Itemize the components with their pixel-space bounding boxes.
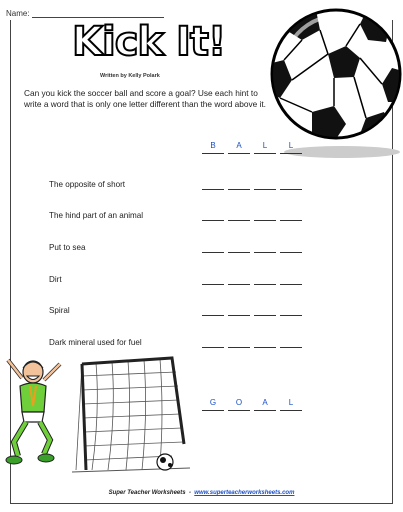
- start-word-row: [202, 141, 302, 151]
- instructions: Can you kick the soccer ball and score a goal? Use each hint to write a word that is only one letter different than the word above it.: [24, 88, 266, 109]
- name-label: Name:: [6, 9, 30, 18]
- end-letter: O: [235, 398, 243, 407]
- start-letter: A: [236, 141, 242, 150]
- clue-text: The hind part of an animal: [49, 211, 144, 220]
- name-field[interactable]: [32, 17, 164, 18]
- end-word-row: [202, 398, 302, 408]
- footer-brand: Super Teacher Worksheets: [108, 490, 186, 496]
- clue-text: Spiral: [49, 306, 70, 315]
- soccer-ball-icon: [262, 2, 403, 162]
- answer-blanks[interactable]: [202, 243, 302, 253]
- end-letter: A: [262, 398, 268, 407]
- clue-text: The opposite of short: [49, 180, 126, 189]
- end-letter: L: [288, 398, 294, 407]
- answer-blanks[interactable]: [202, 211, 302, 221]
- soccer-player-icon: [0, 356, 70, 476]
- start-letter: L: [288, 141, 294, 150]
- clue-text: Dark mineral used for fuel: [49, 338, 142, 347]
- start-word-underline: [202, 153, 302, 154]
- end-word-underline: [202, 410, 302, 411]
- answer-blanks[interactable]: [202, 180, 302, 190]
- clue-text: Put to sea: [49, 243, 86, 252]
- answer-blanks[interactable]: [202, 306, 302, 316]
- answer-blanks[interactable]: [202, 275, 302, 285]
- end-letter: G: [209, 398, 217, 407]
- goal-net-icon: [72, 352, 190, 478]
- start-letter: B: [210, 141, 216, 150]
- worksheet-title: Kick It!: [72, 19, 226, 65]
- start-letter: L: [262, 141, 268, 150]
- footer: [0, 490, 403, 496]
- answer-blanks[interactable]: [202, 338, 302, 348]
- footer-link[interactable]: www.superteacherworksheets.com: [194, 490, 295, 496]
- footer-separator: -: [188, 490, 191, 496]
- byline: Written by Kelly Polark: [100, 73, 160, 79]
- clue-text: Dirt: [49, 275, 62, 284]
